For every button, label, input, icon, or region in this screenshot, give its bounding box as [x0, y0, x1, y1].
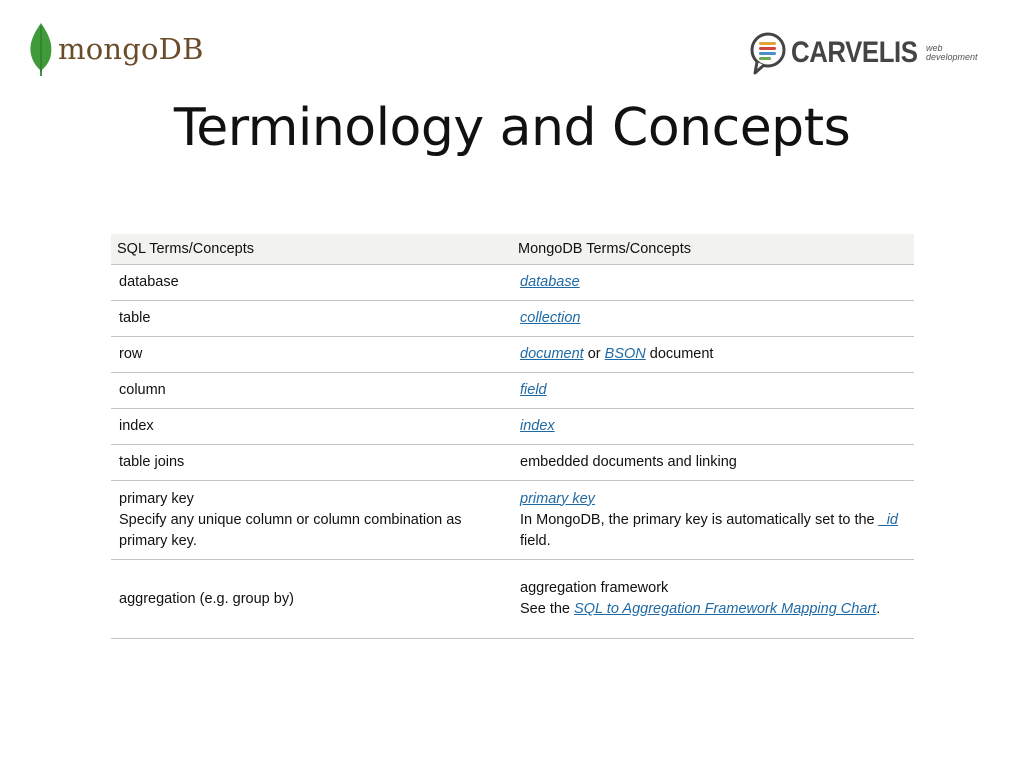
carvelis-tagline-line2: development [926, 52, 978, 62]
mongodb-leaf-icon [28, 22, 54, 76]
sql-term: row [111, 337, 512, 373]
page-title: Terminology and Concepts [173, 98, 851, 158]
mongodb-term [512, 337, 914, 373]
mongodb-term [512, 265, 914, 301]
carvelis-tagline [926, 44, 986, 62]
note-text: field. [520, 532, 551, 549]
mongodb-term [512, 409, 914, 445]
term-link[interactable]: BSON [604, 346, 646, 362]
note-text: See the [520, 601, 570, 617]
table-row [111, 301, 914, 337]
sql-term [111, 481, 512, 560]
term-link[interactable]: database [520, 274, 580, 290]
term-link[interactable]: collection [520, 310, 581, 326]
mongodb-term: embedded documents and linking [512, 445, 914, 481]
carvelis-tagline-line1: web [926, 43, 943, 53]
mongodb-term [512, 373, 914, 409]
sql-term: table joins [111, 445, 512, 481]
note-text: In MongoDB, the primary key is automatically set to the [520, 511, 875, 528]
carvelis-wordmark: CARVELIS [790, 36, 918, 69]
term-link[interactable]: document [520, 346, 584, 362]
carvelis-logo [749, 30, 986, 76]
mapping-chart-link[interactable]: SQL to Aggregation Framework Mapping Chart [574, 601, 877, 617]
mongodb-term [512, 481, 914, 560]
mongodb-wordmark: mongoDB [58, 32, 204, 66]
table-row [111, 481, 914, 560]
table-row [111, 373, 914, 409]
term-link[interactable]: index [520, 418, 555, 434]
mongodb-term-note [520, 599, 906, 620]
note-text: . [876, 601, 881, 617]
sql-term: aggregation (e.g. group by) [111, 560, 512, 639]
connector-text: or [587, 346, 601, 362]
sql-term: index [111, 409, 512, 445]
sql-term-label: primary key [119, 490, 194, 507]
sql-term: table [111, 301, 512, 337]
sql-term: column [111, 373, 512, 409]
id-field-link[interactable]: _id [878, 511, 898, 528]
table-header-row [111, 234, 914, 265]
term-link[interactable]: primary key [520, 490, 595, 507]
term-link[interactable]: field [520, 382, 547, 398]
terminology-table [111, 234, 914, 639]
sql-term-note: Specify any unique column or column combination as primary key. [119, 511, 462, 549]
table-row [111, 560, 914, 639]
mongodb-term-note [520, 510, 906, 552]
table-row [111, 265, 914, 301]
chat-bubble-icon [749, 31, 787, 75]
mongodb-term-label: aggregation framework [520, 580, 669, 596]
sql-term: database [111, 265, 512, 301]
table-row [111, 409, 914, 445]
mongodb-term [512, 560, 914, 639]
table-row [111, 445, 914, 481]
mongodb-logo [28, 22, 204, 76]
table-row [111, 337, 914, 373]
header-mongodb: MongoDB Terms/Concepts [512, 234, 914, 265]
mongodb-term [512, 301, 914, 337]
header-sql: SQL Terms/Concepts [111, 234, 512, 265]
trailing-text: document [649, 346, 714, 362]
